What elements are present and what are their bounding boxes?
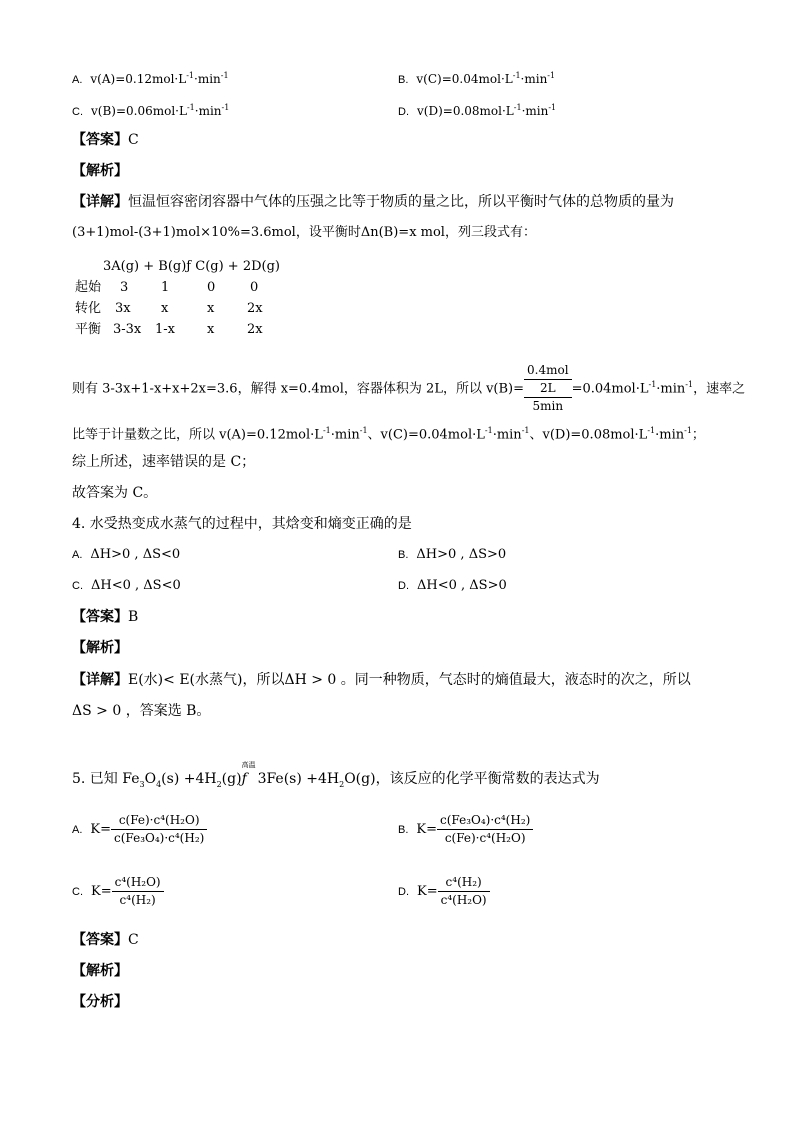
ratio-text: 比等于计量数之比，所以 v(A)=0.12mol·L (72, 427, 323, 443)
k-symbol: K= (91, 884, 112, 899)
k-fraction (112, 874, 164, 909)
q5-fenxi-tag (72, 992, 128, 1012)
exponent: -1 (513, 103, 522, 112)
answer-tag: 【答案】 (72, 132, 128, 148)
ratio-unit: ·min (492, 427, 522, 443)
answer-tag: 【答案】 (72, 932, 128, 948)
row-name: 平衡 (75, 322, 102, 337)
analysis-tag: 【解析】 (72, 963, 128, 979)
q3-answer (72, 130, 139, 150)
q3-detail-line-1 (72, 192, 674, 212)
table-row (75, 298, 325, 319)
exponent: -1 (547, 71, 556, 80)
ratio-text: 、v(C)=0.04mol·L (367, 427, 485, 443)
answer-tag: 【答案】 (72, 609, 128, 625)
option-unit: ·min (520, 72, 548, 86)
fenxi-tag: 【分析】 (72, 994, 128, 1010)
exponent: -1 (647, 426, 656, 435)
stem-text: O (144, 771, 157, 787)
option-unit: ·min (194, 72, 221, 86)
q5-option-b (398, 808, 533, 852)
fraction-numerator: c(Fe₃O₄)·c⁴(H₂) (437, 812, 533, 830)
q3-option-a (72, 66, 229, 90)
cell-b: 1 (161, 280, 170, 295)
q3-option-c (72, 98, 229, 122)
calc-result: =0.04mol·L (571, 381, 649, 397)
cell-d: 2x (247, 301, 263, 316)
exponent: -1 (484, 426, 493, 435)
answer-value: B (128, 609, 139, 625)
fraction-denominator: c⁴(H₂) (119, 893, 156, 907)
fraction-numerator: c⁴(H₂O) (112, 874, 164, 892)
q4-option-b (398, 545, 506, 565)
stem-text: 3Fe(s) +4H (257, 771, 340, 787)
table-row (75, 277, 325, 298)
answer-value: C (128, 132, 139, 148)
option-label: A. (72, 824, 83, 836)
equation-row (75, 256, 325, 277)
option-text: v(A)=0.12mol·L (90, 72, 187, 86)
option-text: ΔH>0 , ΔS<0 (90, 547, 181, 562)
cell-c: 0 (207, 280, 216, 295)
option-label: C. (72, 580, 83, 592)
fraction-numerator: c⁴(H₂) (438, 874, 490, 892)
fraction-denominator: c⁴(H₂O) (440, 893, 487, 907)
stem-text: 5. 已知 Fe (72, 771, 140, 787)
option-label: B. (398, 824, 409, 836)
option-label: C. (72, 886, 83, 898)
q3-ratio-line (72, 421, 705, 445)
exponent: -1 (648, 380, 657, 389)
fraction-denominator: 5min (532, 399, 564, 414)
cell-d: 0 (250, 280, 259, 295)
option-text: v(C)=0.04mol·L (416, 72, 513, 86)
exponent: -1 (512, 71, 521, 80)
exponent: -1 (186, 71, 195, 80)
k-fraction (438, 874, 490, 909)
q5-option-c (72, 870, 164, 914)
exponent: -1 (685, 380, 694, 389)
q5-answer (72, 930, 139, 950)
exponent: -1 (684, 426, 692, 435)
exponent: -1 (521, 426, 530, 435)
reaction-equation: 3A(g) + B(g)ƒ C(g) + 2D(g) (103, 259, 280, 274)
k-symbol: K= (416, 822, 438, 837)
detail-text: 恒温恒容密闭容器中气体的压强之比等于物质的量之比，所以平衡时气体的总物质的量为 (128, 194, 674, 210)
option-label: D. (398, 886, 409, 898)
ratio-unit: ·min (655, 427, 685, 443)
k-symbol: K= (90, 822, 112, 837)
q4-option-c (72, 576, 181, 596)
exponent: -1 (186, 103, 195, 112)
q3-option-b (398, 66, 555, 90)
option-label: C. (72, 106, 83, 118)
detail-tag: 【详解】 (72, 194, 128, 210)
option-label: D. (398, 106, 409, 118)
fraction-numerator: 0.4mol (524, 362, 572, 380)
detail-text: E(水)< E(水蒸气)，所以ΔH > 0 。同一种物质，气态时的熵值最大，液态时的次之，所以 (128, 672, 691, 688)
q3-analysis-tag (72, 161, 128, 181)
calc-tail: ，速率之 (693, 381, 746, 397)
row-name: 转化 (75, 301, 102, 316)
stem-text: (s) +4H (161, 771, 217, 787)
exponent: -1 (322, 426, 331, 435)
velocity-fraction (524, 362, 572, 415)
q4-analysis-tag (72, 638, 128, 658)
ratio-end: ； (691, 427, 705, 443)
calc-unit: ·min (656, 381, 686, 397)
q5-option-a (72, 808, 207, 852)
fraction-numerator: c(Fe)·c⁴(H₂O) (111, 812, 207, 830)
k-fraction (437, 812, 533, 847)
q5-analysis-tag (72, 961, 128, 981)
q3-final: 故答案为 C。 (72, 485, 158, 501)
q4-detail-line-1 (72, 670, 691, 690)
cell-d: 2x (247, 322, 263, 337)
option-label: B. (398, 74, 409, 86)
ratio-text: 、v(D)=0.08mol·L (529, 427, 648, 443)
q3-calc-line (72, 356, 745, 414)
q3-option-d (398, 98, 556, 122)
exponent: -1 (548, 103, 557, 112)
option-label: A. (72, 549, 83, 561)
cell-a: 3x (115, 301, 131, 316)
cell-b: x (161, 301, 169, 316)
calc-text: 则有 3-3x+1-x+x+2x=3.6，解得 x=0.4mol，容器体积为 2L，所以 v(B)= (72, 381, 525, 397)
cell-a: 3 (120, 280, 129, 295)
option-text: v(B)=0.06mol·L (91, 104, 187, 118)
q3-detail-line-2: (3+1)mol-(3+1)mol×10%=3.6mol，设平衡时Δn(B)=x mol，列三段式有： (72, 225, 536, 240)
q4-stem: 4. 水受热变成水蒸气的过程中，其焓变和熵变正确的是 (72, 516, 412, 532)
answer-value: C (128, 932, 139, 948)
option-text: ΔH>0 , ΔS>0 (416, 547, 507, 562)
row-name: 起始 (75, 280, 102, 295)
three-stage-table (75, 256, 325, 340)
cell-a: 3-3x (113, 322, 142, 337)
option-text: ΔH<0 , ΔS>0 (417, 578, 507, 593)
exponent: -1 (221, 103, 230, 112)
fraction-denominator: c(Fe₃O₄)·c⁴(H₂) (114, 831, 205, 845)
option-text: v(D)=0.08mol·L (417, 104, 514, 118)
exponent: -1 (220, 71, 229, 80)
q5-stem: 5. 已知 $Fe_3O_4(s) +4H_2(g)$ 高温 ƒ $3Fe(s) +4H_2O(g)$，该反应的化学平衡常数的表达式为 (72, 766, 600, 792)
analysis-tag: 【解析】 (72, 640, 128, 656)
option-unit: ·min (521, 104, 549, 118)
table-row (75, 319, 325, 340)
stem-text: ，该反应的化学平衡常数的表达式为 (375, 771, 600, 787)
fraction-inner: 2L (524, 380, 572, 398)
reversible-arrow: 高温 ƒ (242, 766, 258, 792)
option-label: A. (72, 74, 83, 86)
q4-detail-line-2: ΔS > 0 ，答案选 B。 (72, 703, 211, 719)
condition-label: 高温 (241, 761, 256, 769)
q4-option-a (72, 545, 180, 565)
option-label: B. (398, 549, 409, 561)
option-text: ΔH<0 , ΔS<0 (91, 578, 181, 593)
stem-text: O(g) (344, 771, 376, 787)
cell-c: x (207, 322, 215, 337)
cell-b: 1-x (155, 322, 175, 337)
fraction-denominator: c(Fe)·c⁴(H₂O) (444, 831, 526, 845)
q3-summary: 综上所述，速率错误的是 C； (72, 454, 256, 470)
analysis-tag: 【解析】 (72, 163, 128, 179)
cell-c: x (207, 301, 215, 316)
stem-text: (g) (221, 771, 242, 787)
q4-option-d (398, 576, 507, 596)
k-symbol: K= (417, 884, 438, 899)
detail-tag: 【详解】 (72, 672, 128, 688)
option-unit: ·min (194, 104, 222, 118)
exponent: -1 (359, 426, 368, 435)
q5-option-d (398, 870, 490, 914)
ratio-unit: ·min (330, 427, 360, 443)
option-label: D. (398, 580, 409, 592)
k-fraction (111, 812, 207, 847)
q4-answer (72, 607, 138, 627)
